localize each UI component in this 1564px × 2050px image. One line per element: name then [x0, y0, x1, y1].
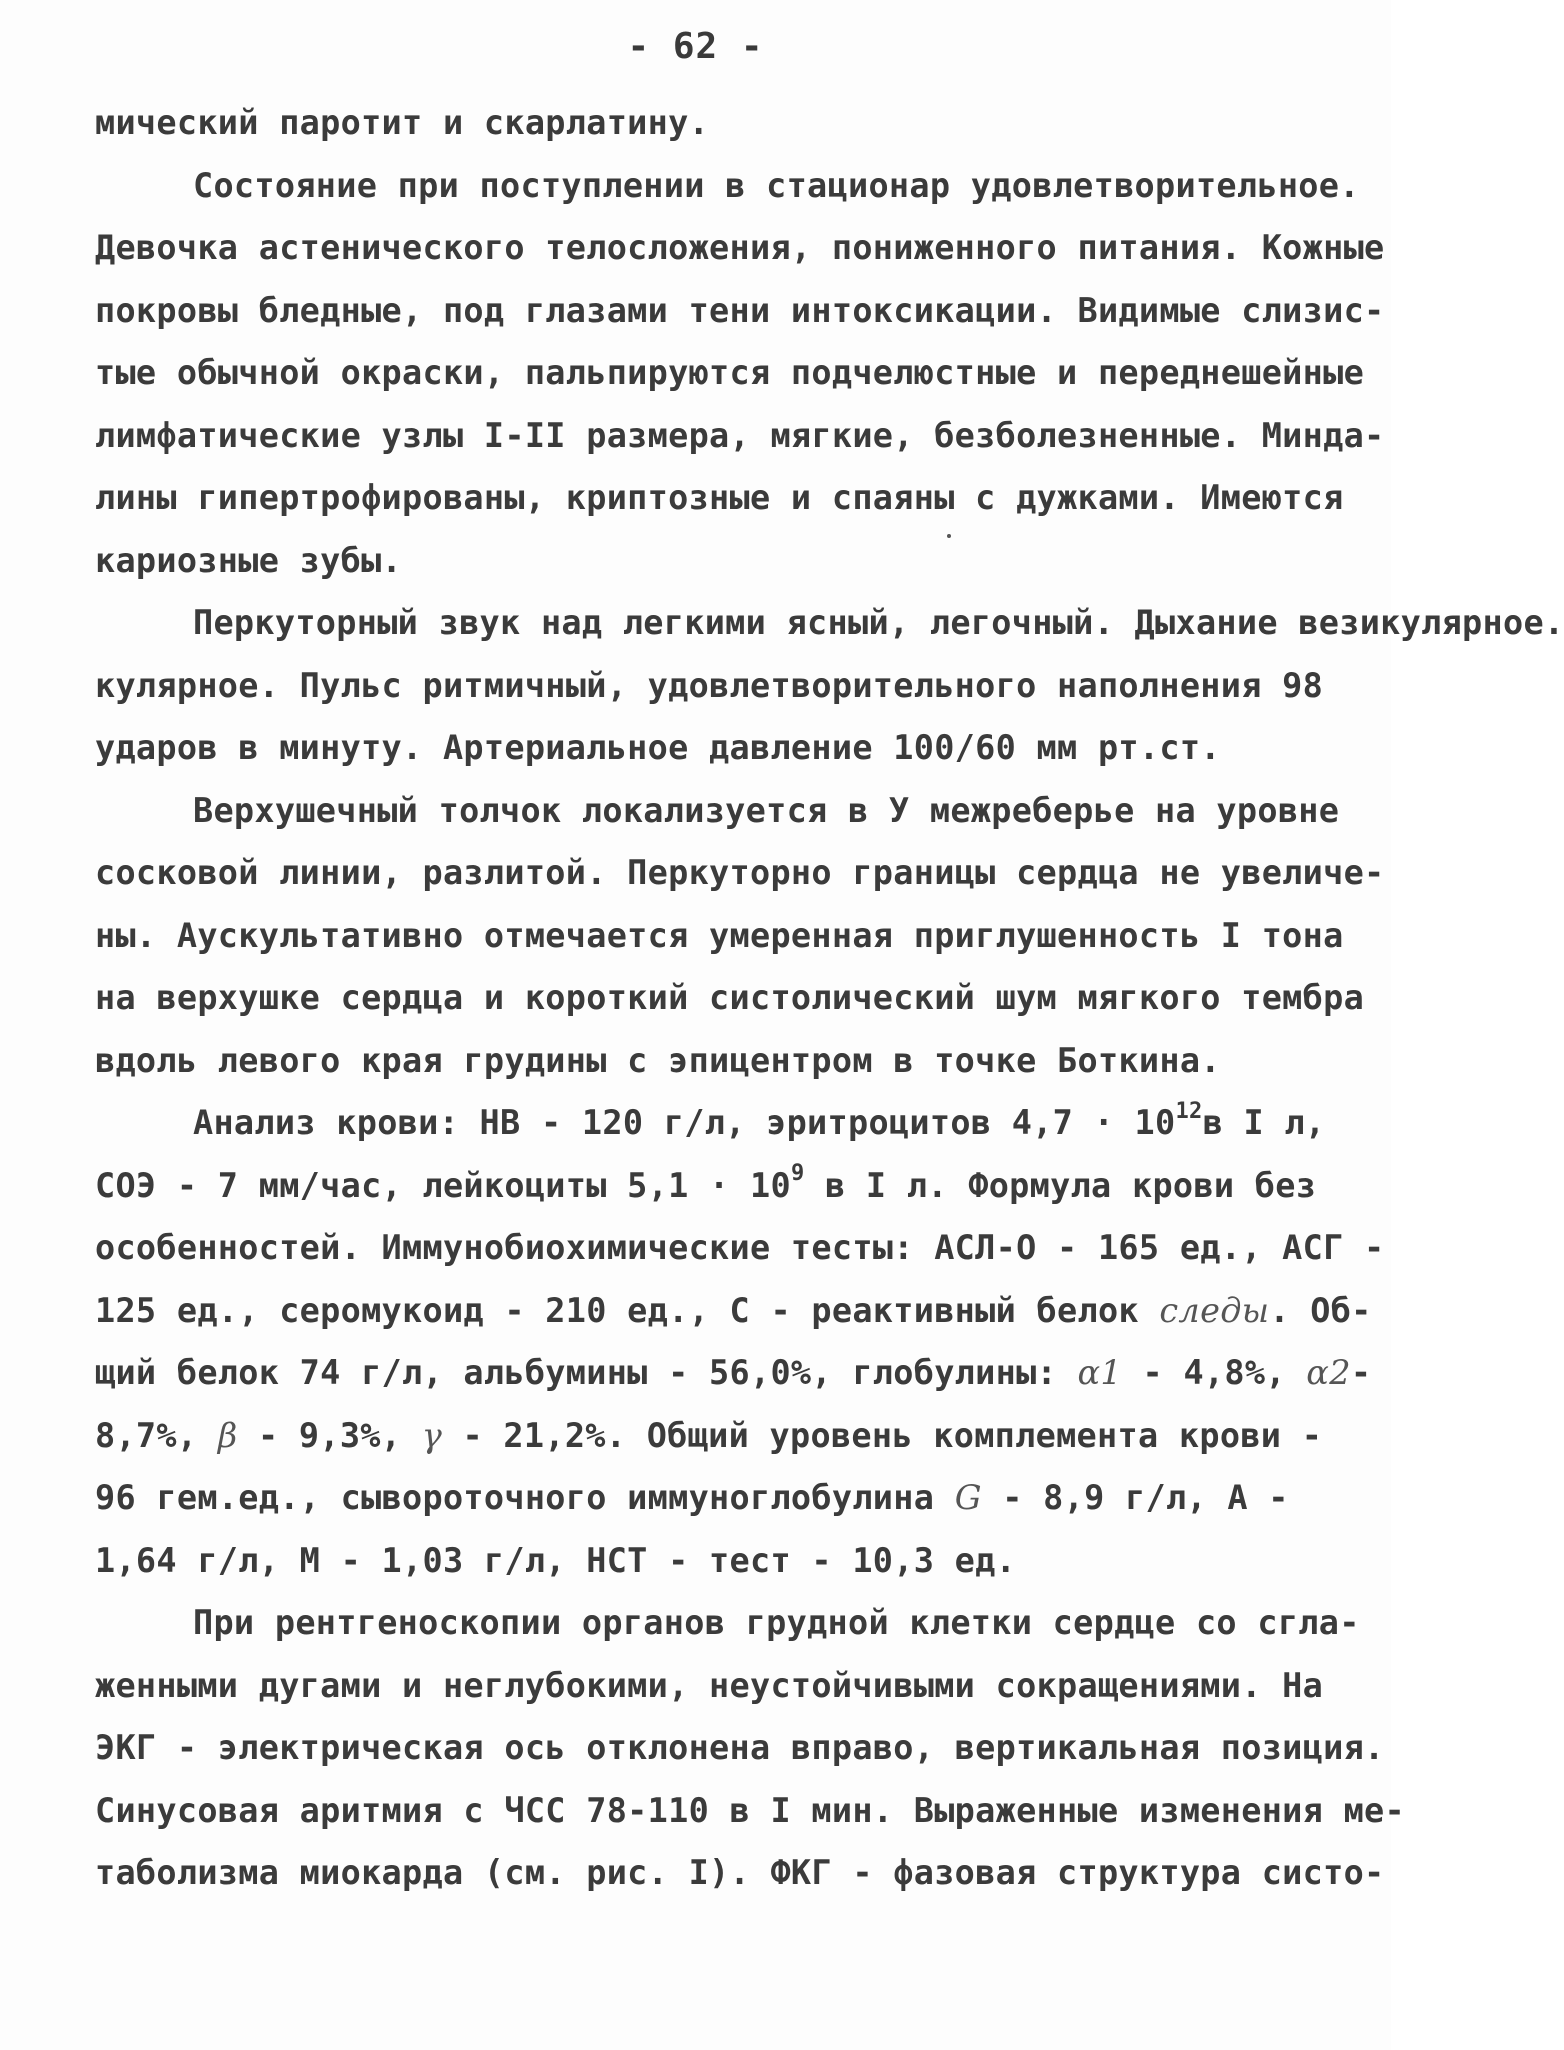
text-line: покровы бледные, под глазами тени интоксикации. Видимые слизис-	[95, 290, 1385, 330]
handwritten-symbol: β	[217, 1415, 238, 1455]
text-segment: - 4,8%,	[1122, 1353, 1286, 1392]
text-line	[95, 1467, 1305, 1530]
text-segment: - 21,2%. Общий уровень комплемента крови -	[442, 1415, 1323, 1455]
text-line: лимфатические узлы I-II размера, мягкие, безболезненные. Минда-	[95, 415, 1385, 455]
text-line	[95, 1280, 1372, 1343]
text-line	[95, 1092, 1326, 1155]
text-line: кариозные зубы.	[95, 540, 403, 580]
text-line	[95, 1342, 1372, 1405]
text-segment: щий белок 74 г/л, альбумины - 56,0%, глобулины:	[95, 1353, 1058, 1392]
text-segment: 125 ед., серомукоид - 210 ед., С - реактивный белок	[95, 1290, 1139, 1330]
text-line: лины гипертрофированы, криптозные и спаяны с дужками. Имеются	[95, 478, 1344, 517]
text-line	[95, 1405, 1323, 1468]
text-segment: в I л. Формула крови без	[804, 1165, 1317, 1205]
text-segment: - 8,9 г/л, А -	[981, 1478, 1289, 1517]
text-line: особенностей. Иммунобиохимические тесты: АСЛ-О - 165 ед., АСГ -	[95, 1228, 1385, 1267]
text-segment: в I л,	[1202, 1103, 1326, 1142]
text-line: Верхушечный толчок локализуется в У межреберье на уровне	[193, 790, 1340, 830]
handwritten-symbol: α2	[1306, 1353, 1351, 1392]
text-line	[95, 592, 1564, 655]
superscript: 12	[1175, 1098, 1203, 1124]
handwritten-symbol: γ	[421, 1415, 443, 1455]
page-number: - 62 -	[627, 26, 764, 67]
text-line: на верхушке сердца и короткий систолический шум мягкого тембра	[95, 978, 1365, 1017]
text-segment: - 9,3%,	[237, 1415, 402, 1455]
text-line: женными дугами и неглубокими, неустойчивыми сокращениями. На	[95, 1665, 1324, 1705]
text-segment: 96 гем.ед., сывороточного иммуноглобулина	[95, 1478, 935, 1517]
text-line: Состояние при поступлении в стационар удовлетворительное.	[193, 165, 1360, 205]
text-line: 1,64 г/л, М - 1,03 г/л, НСТ - тест - 10,3 ед.	[95, 1540, 1017, 1580]
text-line: сосковой линии, разлитой. Перкуторно границы сердца не увеличе-	[95, 853, 1385, 892]
handwritten-annotation: следы	[1159, 1290, 1270, 1330]
text-line: кулярное. Пульс ритмичный, удовлетворительного наполнения 98	[95, 665, 1324, 705]
text-segment: Анализ крови: НВ - 120 г/л, эритроцитов 4,7 · 10	[193, 1103, 1176, 1142]
body-text	[95, 92, 1564, 1905]
text-segment: . Об-	[1269, 1290, 1372, 1330]
text-line: вдоль левого края грудины с эпицентром в точке Боткина.	[95, 1040, 1221, 1080]
handwritten-symbol: G	[954, 1478, 982, 1517]
text-line: При рентгеноскопии органов грудной клетки сердце со сгла-	[193, 1603, 1360, 1642]
text-line-content: Перкуторный звук над легкими ясный, легочный. Дыхание везикулярное.	[193, 603, 1564, 642]
text-line: мический паротит и скарлатину.	[95, 103, 710, 142]
text-line: ударов в минуту. Артериальное давление 100/60 мм рт.ст.	[95, 728, 1221, 767]
text-segment: СОЭ - 7 мм/час, лейкоциты 5,1 · 10	[95, 1165, 791, 1205]
text-line: ЭКГ - электрическая ось отклонена вправо, вертикальная позиция.	[95, 1728, 1385, 1767]
text-line: Синусовая аритмия с ЧСС 78-110 в I мин. Выраженные изменения ме-	[95, 1790, 1405, 1830]
text-line: ны. Аускультативно отмечается умеренная приглушенность I тона	[95, 915, 1344, 955]
text-line: тые обычной окраски, пальпируются подчелюстные и переднешейные	[95, 353, 1365, 392]
text-line	[95, 1155, 1317, 1218]
superscript: 9	[790, 1161, 805, 1187]
handwritten-symbol: α1	[1077, 1353, 1123, 1392]
text-line: таболизма миокарда (см. рис. I). ФКГ - фазовая структура систо-	[95, 1853, 1385, 1892]
text-line: Девочка астенического телосложения, пониженного питания. Кожные	[95, 228, 1385, 267]
text-segment: 8,7%,	[95, 1415, 198, 1455]
text-segment: -	[1350, 1353, 1372, 1392]
